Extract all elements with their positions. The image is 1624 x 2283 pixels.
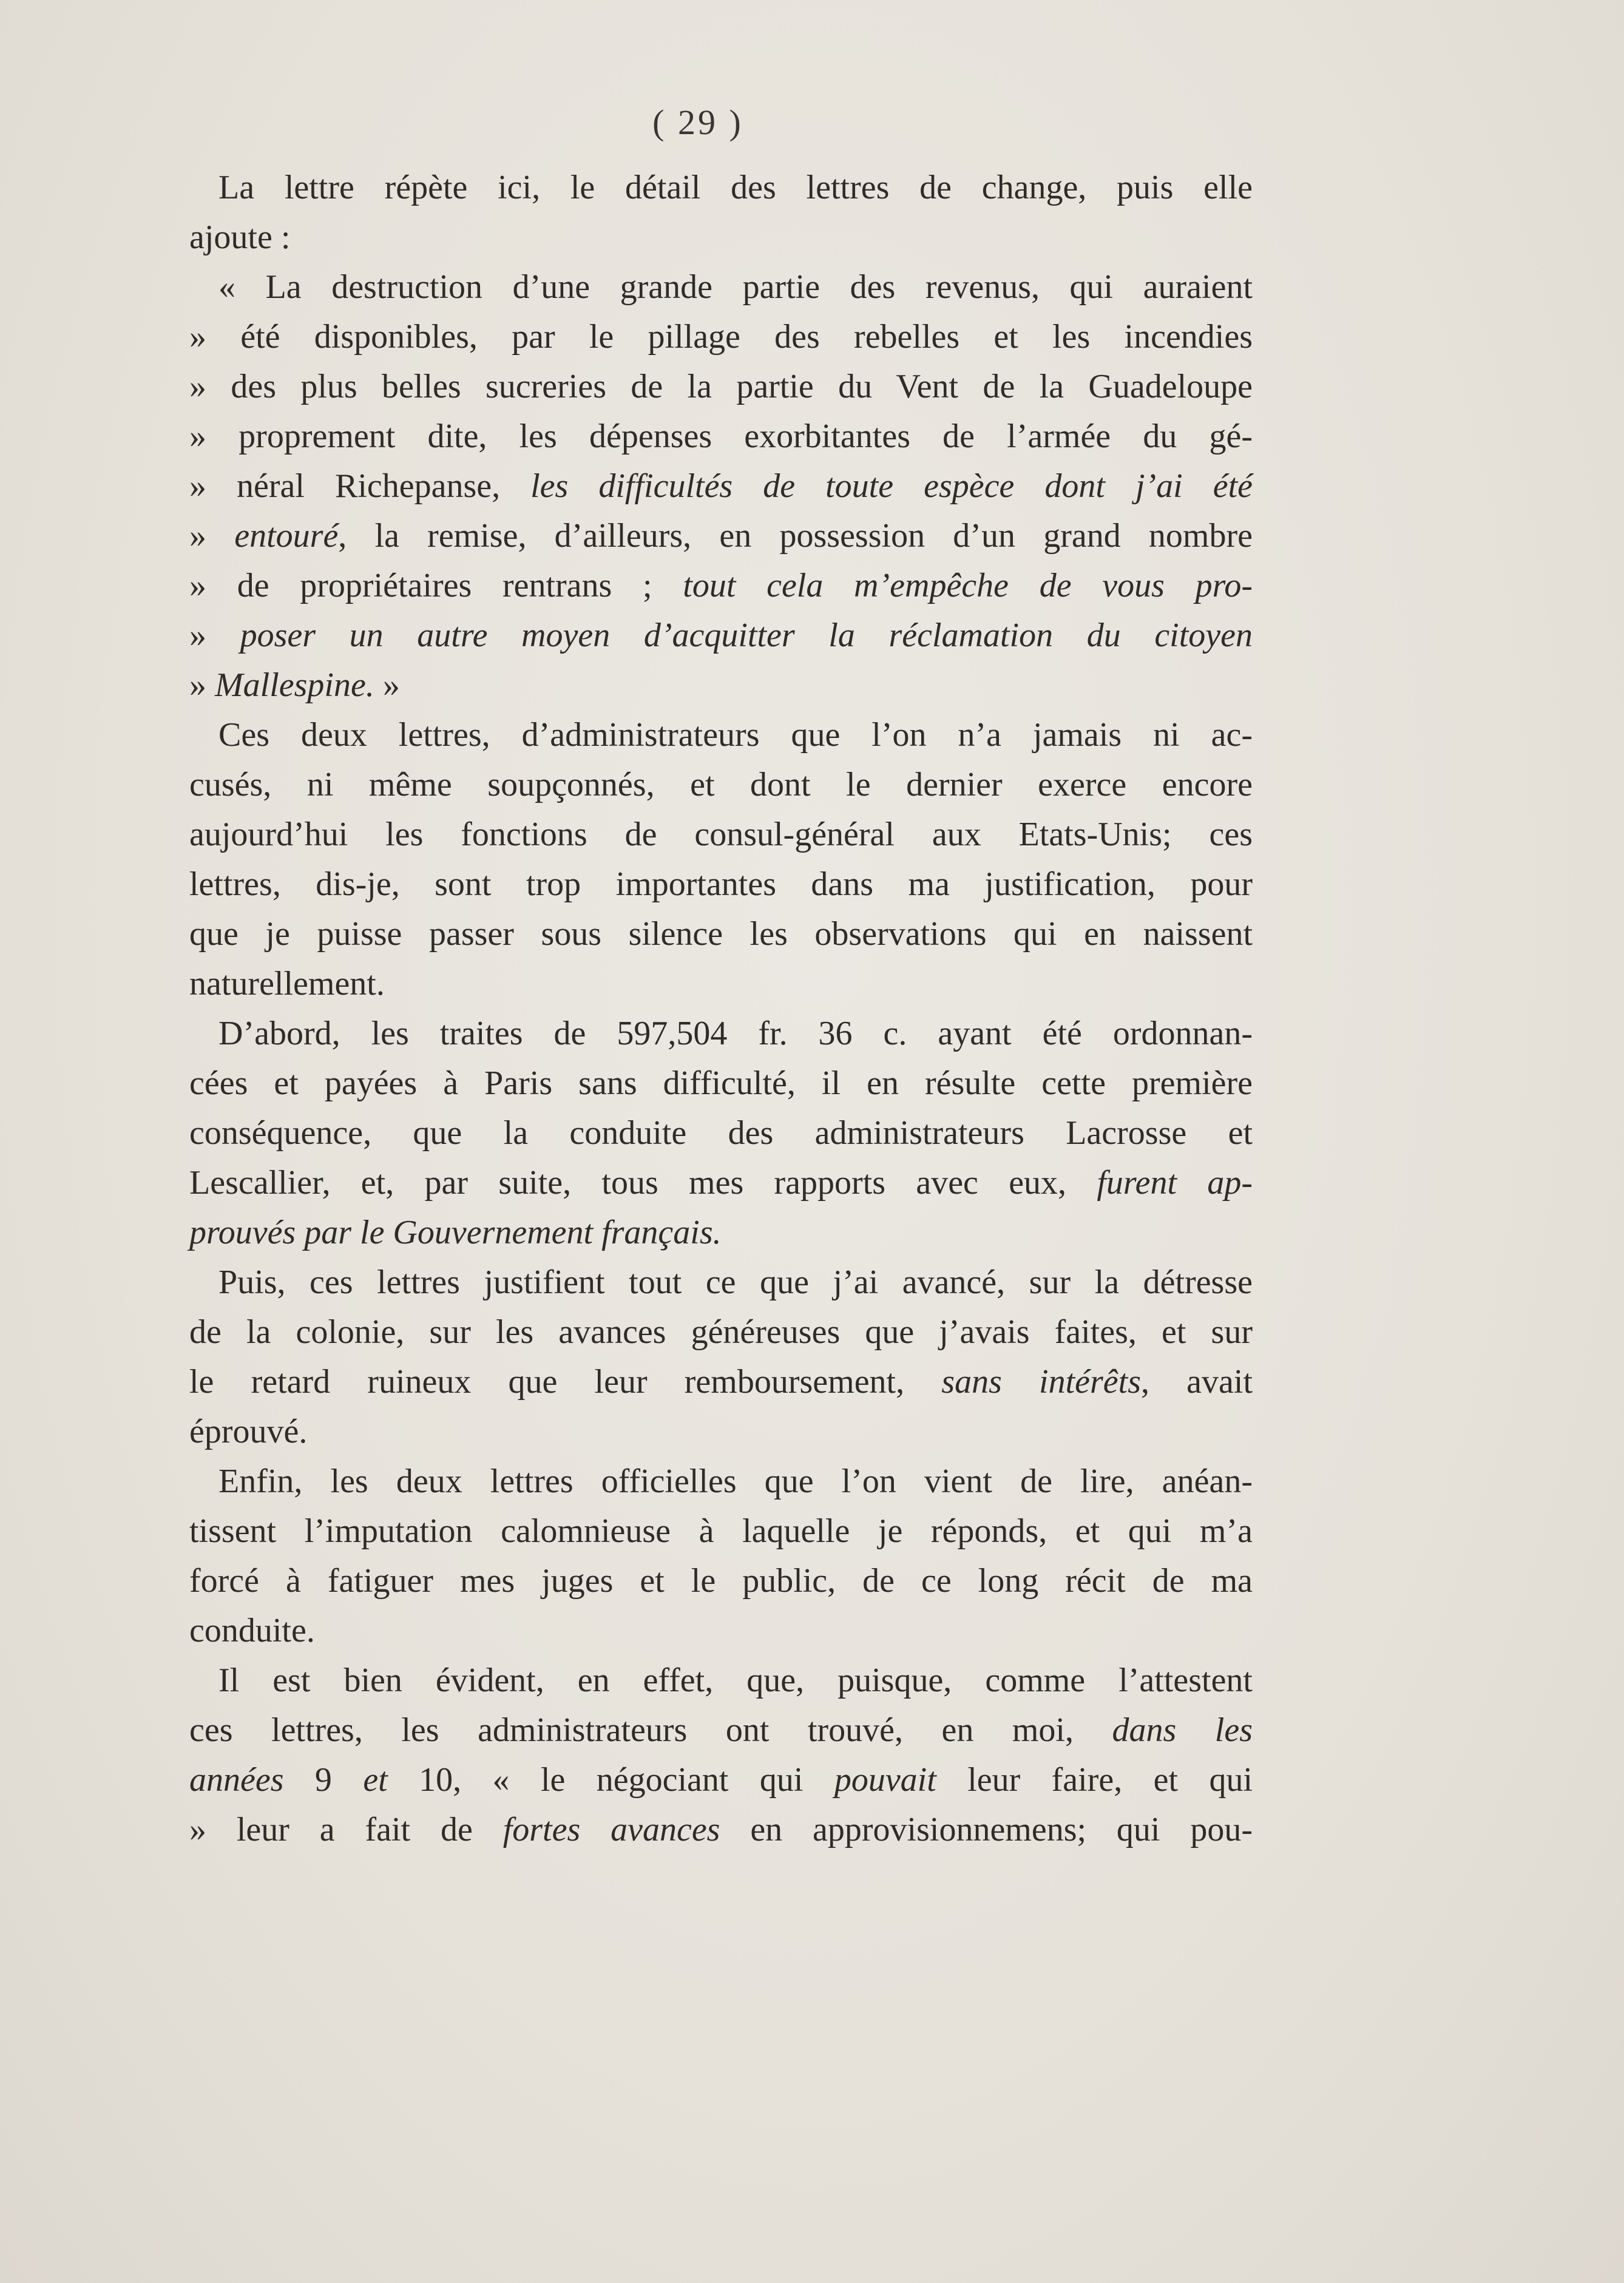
text-line [189,760,1253,810]
text-span: « La destruction d’une grande partie des revenus, qui auraient [218,268,1253,306]
italic-text: poser un autre moyen d’acquitter la réclamation du citoyen [240,617,1253,654]
text-span: aujourd’hui les fonctions de consul-général aux Etats-Unis; ces [189,816,1253,853]
text-line [189,262,1253,312]
text-span: » néral Richepanse, [189,467,531,505]
text-span: que je puisse passer sous silence les observations qui en naissent [189,915,1253,953]
text-line [189,1307,1253,1357]
text-line [189,212,1253,262]
text-line [189,561,1253,610]
text-line [189,1705,1253,1755]
text-line [189,362,1253,411]
text-span: » leur a fait de [189,1811,503,1848]
text-line [189,1805,1253,1855]
text-span: en approvisionnemens; qui pou- [720,1811,1253,1848]
text-span: , avait [1141,1363,1253,1401]
text-span: de la colonie, sur les avances généreuses que j’avais faites, et sur [189,1313,1253,1351]
text-line [189,1257,1253,1307]
text-line [189,1656,1253,1705]
text-span: ces lettres, les administrateurs ont trouvé, en moi, [189,1711,1112,1749]
text-line [189,1556,1253,1606]
text-line [189,312,1253,362]
text-line [189,1606,1253,1656]
text-line [189,1208,1253,1257]
text-span: » [189,666,215,704]
italic-text: sans intérêts [941,1363,1142,1401]
text-span: lettres, dis-je, sont trop importantes dans ma justification, pour [189,865,1253,903]
text-line [189,959,1253,1009]
text-line [189,1755,1253,1805]
text-span: ajoute : [189,218,291,256]
text-span: » de propriétaires rentrans ; [189,567,683,604]
text-line [189,909,1253,959]
text-span: Il est bien évident, en effet, que, puisque, comme l’attestent [218,1662,1253,1699]
text-span: D’abord, les traites de 597,504 fr. 36 c. ayant été ordonnan- [218,1015,1253,1052]
text-span: La lettre répète ici, le détail des lettres de change, puis elle [218,169,1253,206]
text-line [189,1456,1253,1506]
page-number: ( 29 ) [652,103,743,142]
italic-text: tout cela m’empêche de vous pro- [683,567,1253,604]
text-span: conduite. [189,1612,315,1649]
text-span: tissent l’imputation calomnieuse à laquelle je réponds, et qui m’a [189,1512,1253,1550]
italic-text: dans les [1112,1711,1253,1749]
text-line [189,1058,1253,1108]
text-span: cusés, ni même soupçonnés, et dont le dernier exerce encore [189,766,1253,803]
text-line [189,411,1253,461]
italic-text: furent ap- [1097,1164,1253,1202]
text-span: 10, « le négociant qui [387,1761,834,1799]
text-line [189,1357,1253,1407]
text-span: Enfin, les deux lettres officielles que l’on vient de lire, anéan- [218,1463,1253,1500]
italic-text: pouvait [834,1761,936,1799]
text-line [189,511,1253,561]
text-line [189,1506,1253,1556]
text-span: conséquence, que la conduite des administrateurs Lacrosse et [189,1114,1253,1152]
body-text [189,163,1253,1855]
text-span: leur faire, et qui [936,1761,1253,1799]
text-span: » [189,517,235,555]
text-span: 9 [283,1761,364,1799]
text-line [189,1407,1253,1456]
italic-text: fortes avances [502,1811,720,1848]
text-line [189,810,1253,859]
text-line [189,163,1253,212]
text-span: Ces deux lettres, d’administrateurs que l’on n’a jamais ni ac- [218,716,1253,754]
text-span: , la remise, d’ailleurs, en possession d’un grand nombre [338,517,1253,555]
text-span: forcé à fatiguer mes juges et le public, de ce long récit de ma [189,1562,1253,1600]
text-span: » proprement dite, les dépenses exorbitantes de l’armée du gé- [189,418,1253,455]
text-span: cées et payées à Paris sans difficulté, il en résulte cette première [189,1064,1253,1102]
text-span: » [374,666,400,704]
text-line [189,1158,1253,1208]
text-line [189,660,1253,710]
text-line [189,461,1253,511]
italic-text: années [189,1761,284,1799]
italic-text: les difficultés de toute espèce dont j’ai été [530,467,1253,505]
text-line [189,610,1253,660]
text-span: Lescallier, et, par suite, tous mes rapports avec eux, [189,1164,1097,1202]
text-span: » des plus belles sucreries de la partie du Vent de la Guadeloupe [189,368,1253,405]
text-line [189,710,1253,760]
text-span: éprouvé. [189,1413,308,1450]
italic-text: prouvés par le Gouvernement français. [189,1214,722,1251]
text-line [189,859,1253,909]
text-span: Puis, ces lettres justifient tout ce que j’ai avancé, sur la détresse [218,1263,1253,1301]
text-span: le retard ruineux que leur remboursement, [189,1363,942,1401]
text-span: » été disponibles, par le pillage des rebelles et les incendies [189,318,1253,356]
text-line [189,1009,1253,1058]
text-span: » [189,617,240,654]
italic-text: Mallespine. [215,666,374,704]
italic-text: et [363,1761,388,1799]
text-span: naturellement. [189,965,385,1003]
italic-text: entouré [234,517,339,555]
text-line [189,1108,1253,1158]
